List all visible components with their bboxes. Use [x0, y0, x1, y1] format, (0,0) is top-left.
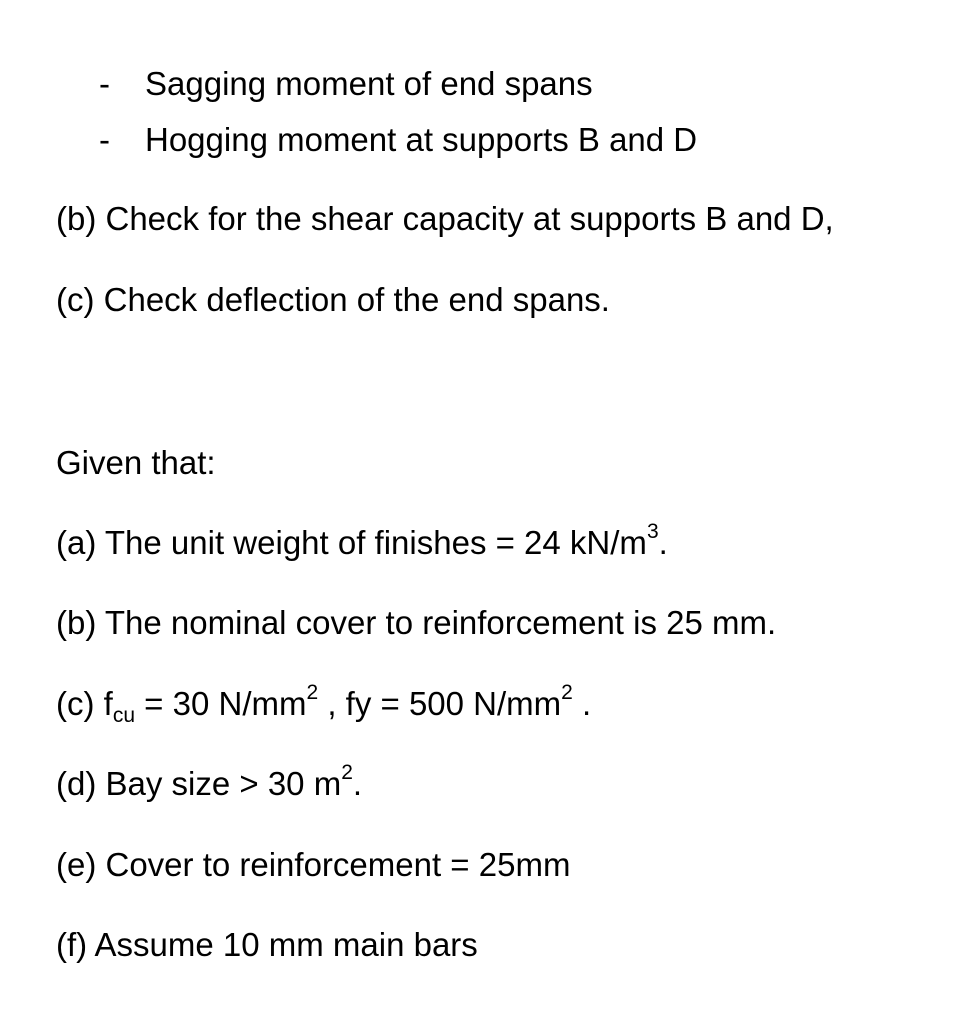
given-c-sup2: 2 [561, 681, 573, 705]
given-c-sub: cu [112, 704, 136, 728]
given-c-mid1: = 30 N/mm [135, 685, 307, 722]
item-b-shear-check: (b) Check for the shear capacity at supports B and D, [56, 200, 834, 237]
bullet-dash-1: - [99, 65, 110, 102]
given-a-unit-weight [56, 520, 668, 563]
given-d-bay-size [56, 761, 363, 804]
given-a-sup: 3 [646, 520, 659, 544]
given-d-end: . [352, 765, 363, 802]
bullet-sagging-moment: Sagging moment of end spans [145, 65, 593, 102]
given-d-text: (d) Bay size > 30 m [56, 765, 342, 802]
given-c-sup1: 2 [306, 681, 319, 705]
bullet-dash-2: - [99, 121, 110, 158]
given-f-main-bars: (f) Assume 10 mm main bars [56, 926, 478, 963]
given-a-end: . [658, 524, 668, 561]
given-b-nominal-cover: (b) The nominal cover to reinforcement is 25 mm. [56, 604, 777, 641]
given-c-mid2: , fy = 500 N/mm [318, 685, 562, 722]
item-c-deflection-check: (c) Check deflection of the end spans. [56, 281, 610, 318]
given-heading: Given that: [56, 444, 216, 481]
given-e-cover: (e) Cover to reinforcement = 25mm [56, 846, 571, 883]
given-c-prefix: (c) f [56, 685, 113, 722]
given-c-end: . [572, 685, 592, 722]
given-d-sup: 2 [341, 761, 353, 785]
given-c-material-strengths [56, 681, 592, 728]
given-a-text: (a) The unit weight of finishes = 24 kN/m [56, 524, 647, 561]
bullet-hogging-moment: Hogging moment at supports B and D [145, 121, 698, 158]
